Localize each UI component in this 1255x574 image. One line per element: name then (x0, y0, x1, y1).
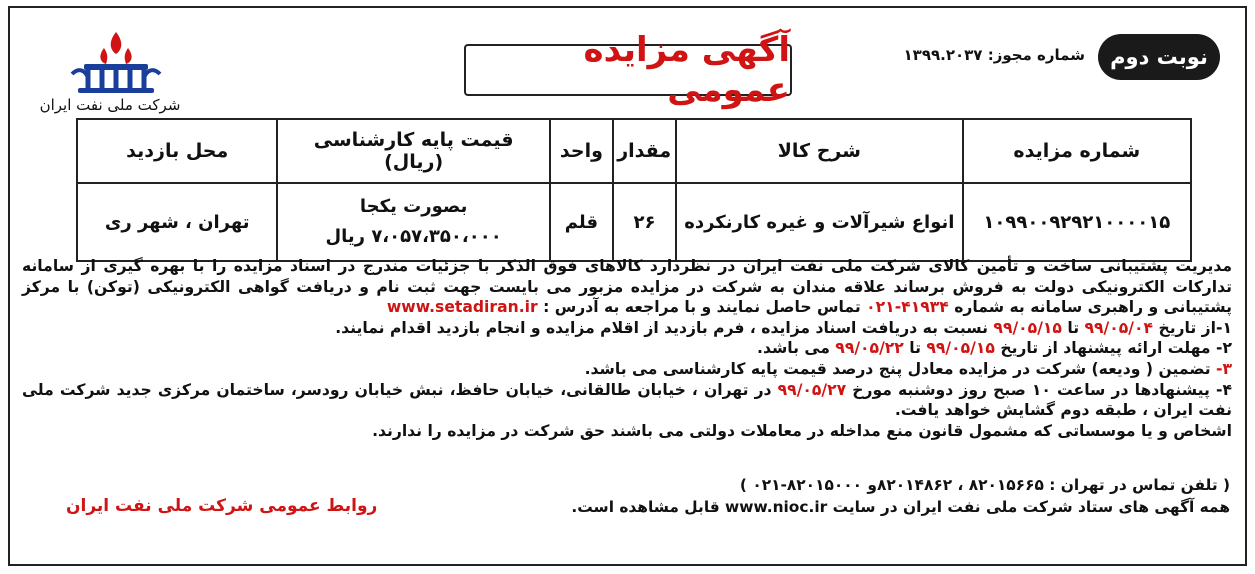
nioc-website-line: همه آگهی های ستاد شرکت ملی نفت ایران در سایت www.nioc.ir قابل مشاهده است. (571, 498, 1230, 516)
header-unit: واحد (550, 119, 613, 183)
setadiran-link[interactable]: www.setadiran.ir (386, 298, 538, 317)
notice-body (22, 256, 1232, 441)
cell-visit-location: تهران ، شهر ری (77, 183, 277, 261)
permit-label: شماره مجوز: (987, 46, 1085, 64)
nioc-link[interactable]: www.nioc.ir (725, 498, 828, 516)
item-1-end-date: ۹۹/۰۵/۱۵ (993, 318, 1062, 337)
cell-unit: قلم (550, 183, 613, 261)
item-4-date: ۹۹/۰۵/۲۷ (777, 380, 847, 399)
item-1: ۱-از تاریخ ۹۹/۰۵/۰۴ تا ۹۹/۰۵/۱۵ نسبت به دریافت اسناد مزایده ، فرم بازدید از اقلام مزایده و انجام بازدید اقدام نمایند. (335, 318, 1232, 337)
cell-quantity: ۲۶ (613, 183, 676, 261)
permit-value: ۱۳۹۹.۲۰۳۷ (903, 46, 983, 64)
header-visit-location: محل بازدید (77, 119, 277, 183)
intro-paragraph: مدیریت پشتیبانی ساخت و تأمین کالای شرکت ملی نفت ایران در نظردارد کالاهای فوق الذکر با جزئیات مندرج در اسناد مزایده را با بهره گیری از سامانه تدارکات الکترونیکی دولت به فروش برساند علاقه مندان به شرکت در مزایده مزبور می بایست جهت ثبت نام و دریافت گواهی الکترونیکی (توکن) با مرکز پشتیبانی و راهبری سامانه به شماره ۴۱۹۳۴-۰۲۱ تماس حاصل نمایند و با مراجعه به آدرس : www.setadiran.ir (22, 257, 1232, 317)
header-auction-number: شماره مزایده (963, 119, 1191, 183)
exclusion-note: اشخاص و یا موسساتی که مشمول قانون منع مداخله در معاملات دولتی می باشند حق شرکت در مزایده را ندارند. (372, 421, 1232, 440)
edition-badge: نوبت دوم (1098, 34, 1220, 80)
item-1-start-date: ۹۹/۰۵/۰۴ (1084, 318, 1154, 337)
header-description: شرح کالا (676, 119, 963, 183)
header-quantity: مقدار (613, 119, 676, 183)
item-3: ۳- تضمین ( ودیعه) شرکت در مزایده معادل پنج درصد قیمت پایه کارشناسی می باشد. (584, 359, 1232, 378)
public-relations-signature: روابط عمومی شرکت ملی نفت ایران (66, 496, 378, 516)
item-2-start-date: ۹۹/۰۵/۱۵ (926, 339, 995, 358)
company-name: شرکت ملی نفت ایران (39, 96, 181, 114)
footer-info (540, 474, 1230, 518)
cell-auction-number: ۱۰۹۹۰۰۹۲۹۲۱۰۰۰۰۱۵ (963, 183, 1191, 261)
item-4: ۴- پیشنهادها در ساعت ۱۰ صبح روز دوشنبه مورخ ۹۹/۰۵/۲۷ در تهران ، خیابان طالقانی، خیابان حافظ، نبش خیابان رودسر، ساختمان مرکزی جدید شرکت ملی نفت ایران ، طبقه دوم گشایش خواهد یافت. (22, 380, 1232, 420)
price-amount: ۷،۰۵۷،۳۵۰،۰۰۰ ریال (325, 226, 502, 247)
auction-table (76, 118, 1192, 262)
header-base-price: قیمت پایه کارشناسی (ریال) (277, 119, 549, 183)
price-mode: بصورت یکجا (359, 196, 468, 217)
cell-base-price (277, 183, 549, 261)
nioc-logo-icon (64, 30, 168, 94)
item-2-end-date: ۹۹/۰۵/۲۲ (835, 339, 904, 358)
table-header-row (77, 119, 1191, 183)
item-2: ۲- مهلت ارائه پیشنهاد از تاریخ ۹۹/۰۵/۱۵ تا ۹۹/۰۵/۲۲ می باشد. (757, 339, 1232, 358)
cell-description: انواع شیرآلات و غیره کارنکرده (676, 183, 963, 261)
permit-number (860, 46, 1085, 64)
support-phone: ۴۱۹۳۴-۰۲۱ (866, 298, 949, 317)
table-row (77, 183, 1191, 261)
page-title: آگهی مزایده عمومی (464, 44, 792, 96)
contact-phones: ( تلفن تماس در تهران : ۸۲۰۱۵۶۶۵ ، ۸۲۰۱۴۸۶۲و ۸۲۰۱۵۰۰۰-۰۲۱ ) (739, 476, 1230, 494)
